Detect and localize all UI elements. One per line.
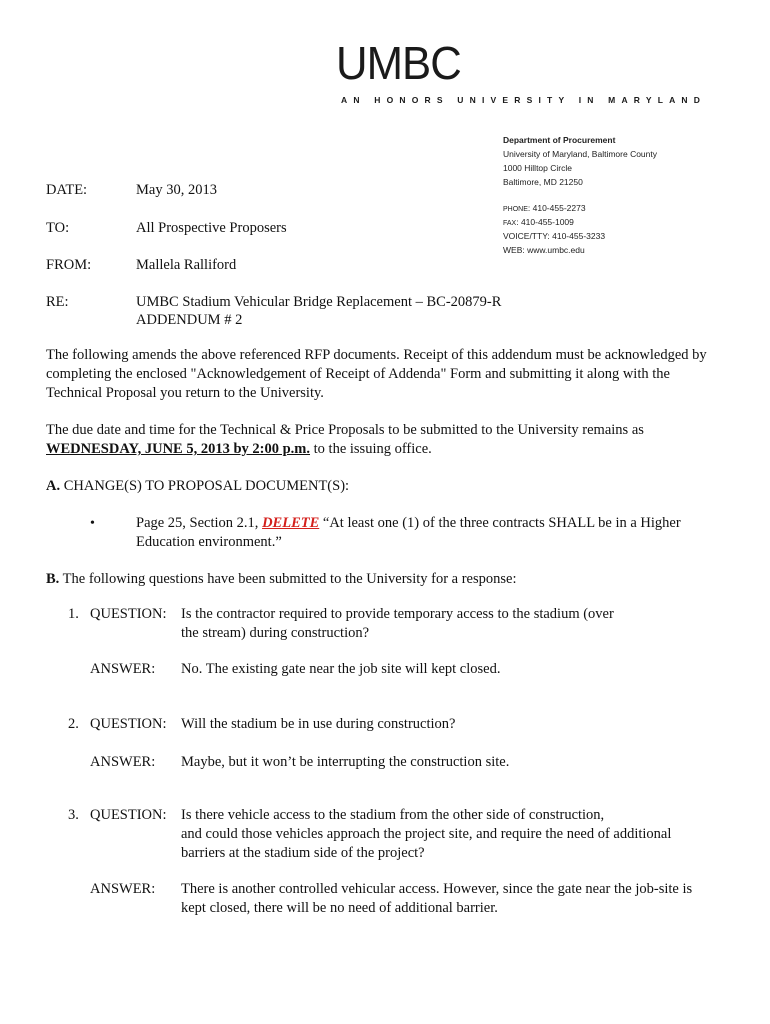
question-line: barriers at the stadium side of the project? xyxy=(181,845,425,861)
intro-paragraph: The following amends the above referenced RFP documents. Receipt of this addendum must be acknowledged by completing the enclosed "Acknowledgement of Receipt of Addenda" Form and submitting it along with the Technical Proposal you return to the University. xyxy=(46,347,707,401)
phone-label: PHONE xyxy=(503,206,528,213)
section-a-label: A. xyxy=(46,478,61,494)
street-address: 1000 Hilltop Circle xyxy=(503,163,572,173)
answer-label: ANSWER: xyxy=(90,754,156,770)
due-date-text: The due date and time for the Technical & Price Proposals to be submitted to the University remains as xyxy=(46,422,644,438)
section-a-title: CHANGE(S) TO PROPOSAL DOCUMENT(S): xyxy=(60,478,350,494)
answer-line: kept closed, there will be no need of additional barrier. xyxy=(181,900,498,916)
change-prefix: Page 25, Section 2.1, xyxy=(136,515,263,531)
to-label: TO: xyxy=(46,220,70,236)
question-label: QUESTION: xyxy=(90,807,167,823)
bullet-icon: • xyxy=(90,516,95,531)
fax-number: : 410-455-1009 xyxy=(516,217,574,227)
from-value: Mallela Ralliford xyxy=(136,257,237,273)
question-text xyxy=(181,806,726,863)
due-date-tail: to the issuing office. xyxy=(310,441,432,457)
to-value: All Prospective Proposers xyxy=(136,220,287,236)
answer-label: ANSWER: xyxy=(90,881,156,897)
answer-text xyxy=(181,660,726,679)
city-state-zip: Baltimore, MD 21250 xyxy=(503,177,583,187)
voice-tty-line: VOICE/TTY: 410-455-3233 xyxy=(503,231,606,241)
re-subject: UMBC Stadium Vehicular Bridge Replacement – BC-20879-R xyxy=(136,294,502,310)
phone-number: : 410-455-2273 xyxy=(527,203,586,213)
question-number: 2. xyxy=(68,716,79,732)
re-label: RE: xyxy=(46,294,69,310)
question-line: Will the stadium be in use during construction? xyxy=(181,716,456,732)
question-number: 3. xyxy=(68,807,79,823)
question-text xyxy=(181,715,726,734)
date-value: May 30, 2013 xyxy=(136,182,217,198)
question-number: 1. xyxy=(68,606,79,622)
due-date-deadline: WEDNESDAY, JUNE 5, 2013 by 2:00 p.m. xyxy=(46,441,311,457)
question-label: QUESTION: xyxy=(90,606,167,622)
re-addendum: ADDENDUM # 2 xyxy=(136,312,243,328)
delete-marker: DELETE xyxy=(262,515,320,531)
section-a-heading xyxy=(46,477,349,496)
date-label: DATE: xyxy=(46,182,88,198)
logo-tagline: AN HONORS UNIVERSITY IN MARYLAND xyxy=(341,95,707,105)
umbc-logo: UMBC xyxy=(336,37,461,89)
question-text xyxy=(181,605,726,643)
web-line: WEB: www.umbc.edu xyxy=(503,245,585,255)
fax-label: FAX xyxy=(503,220,517,227)
question-line: and could those vehicles approach the project site, and require the need of additional xyxy=(181,826,672,842)
change-item-line2: Education environment.” xyxy=(136,534,282,550)
answer-text xyxy=(181,753,726,772)
answer-label: ANSWER: xyxy=(90,661,156,677)
question-line: Is there vehicle access to the stadium from the other side of construction, xyxy=(181,807,605,823)
due-date-paragraph xyxy=(46,421,726,459)
university-name: University of Maryland, Baltimore County xyxy=(503,149,658,159)
question-line: Is the contractor required to provide temporary access to the stadium (over xyxy=(181,606,614,622)
section-b-heading xyxy=(46,570,517,589)
fax-line xyxy=(503,215,657,229)
question-label: QUESTION: xyxy=(90,716,167,732)
answer-text xyxy=(181,880,726,918)
answer-line: Maybe, but it won’t be interrupting the construction site. xyxy=(181,754,510,770)
answer-line: No. The existing gate near the job site will kept closed. xyxy=(181,661,501,677)
phone-line xyxy=(503,201,657,215)
from-label: FROM: xyxy=(46,257,92,273)
contact-block xyxy=(503,133,657,257)
department-name: Department of Procurement xyxy=(503,135,616,145)
question-line: the stream) during construction? xyxy=(181,625,370,641)
change-text: “At least one (1) of the three contracts SHALL be in a Higher xyxy=(319,515,681,531)
answer-line: There is another controlled vehicular access. However, since the gate near the job-site is xyxy=(181,881,693,897)
section-b-label: B. xyxy=(46,571,60,587)
change-item-line1 xyxy=(136,514,681,533)
section-b-title: The following questions have been submitted to the University for a response: xyxy=(59,571,517,587)
